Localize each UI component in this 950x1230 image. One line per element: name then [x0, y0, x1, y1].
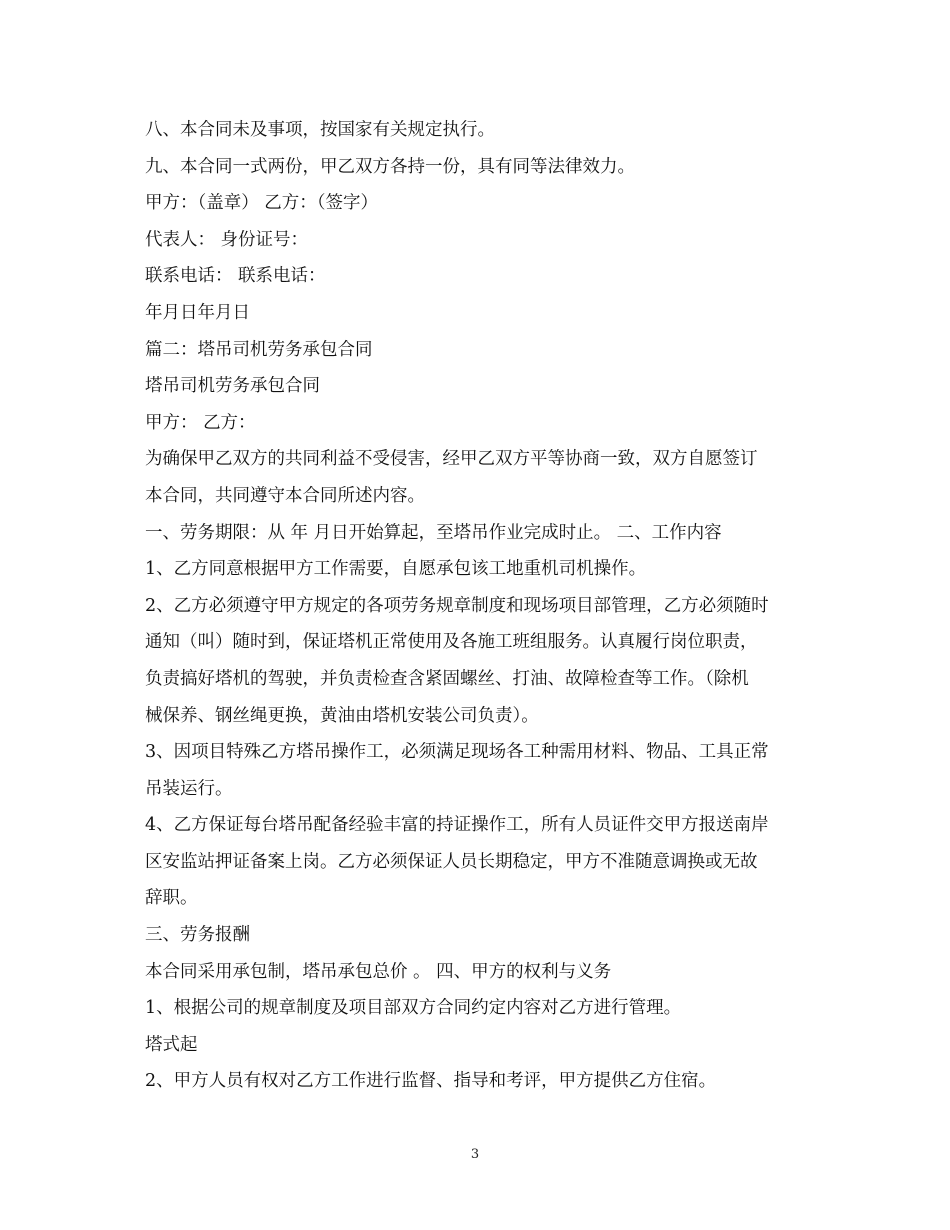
signature-parties: 甲方：（盖章） 乙方：（签字）	[145, 193, 379, 214]
representative-id: 代表人： 身份证号：	[145, 229, 309, 250]
section-heading: 篇二：塔吊司机劳务承包合同	[145, 339, 373, 360]
work-item-1: 1、乙方同意根据甲方工作需要，自愿承包该工地重机司机操作。	[145, 559, 647, 580]
work-item-4-line-3: 辞职。	[145, 888, 198, 909]
clause-8: 八、本合同未及事项，按国家有关规定执行。	[145, 120, 495, 140]
party-a-item-1: 1、根据公司的规章制度及项目部双方合同约定内容对乙方进行管理。	[145, 998, 682, 1019]
preamble-line-2: 本合同，共同遵守本合同所述内容。	[145, 485, 425, 506]
work-item-2-line-1: 2、乙方必须遵守甲方规定的各项劳务规章制度和现场项目部管理，乙方必须随时	[145, 595, 769, 616]
work-item-2-line-3: 负责搞好塔机的驾驶，并负责检查含紧固螺丝、打油、故障检查等工作。（除机	[145, 668, 749, 689]
clause-9: 九、本合同一式两份，甲乙双方各持一份，具有同等法律效力。	[145, 156, 635, 177]
remuneration-text: 本合同采用承包制，塔吊承包总价 。 四、甲方的权利与义务	[145, 961, 612, 982]
stray-text: 塔式起	[145, 1034, 198, 1055]
contact-phones: 联系电话： 联系电话：	[145, 266, 326, 287]
work-item-3-line-2: 吊装运行。	[145, 778, 233, 799]
work-item-2-line-4: 械保养、钢丝绳更换，黄油由塔机安装公司负责）。	[145, 705, 539, 726]
party-a-item-2: 2、甲方人员有权对乙方工作进行监督、指导和考评，甲方提供乙方住宿。	[145, 1071, 717, 1092]
work-item-4-line-1: 4、乙方保证每台塔吊配备经验丰富的持证操作工，所有人员证件交甲方报送南岸	[145, 815, 769, 836]
remuneration-heading: 三、劳务报酬	[145, 925, 250, 946]
document-body	[145, 112, 815, 1100]
preamble-line-1: 为确保甲乙双方的共同利益不受侵害，经甲乙双方平等协商一致，双方自愿签订	[145, 449, 758, 470]
work-item-3-line-1: 3、因项目特殊乙方塔吊操作工，必须满足现场各工种需用材料、物品、工具正常	[145, 742, 769, 763]
parties-line: 甲方： 乙方：	[145, 412, 256, 433]
contract-title: 塔吊司机劳务承包合同	[145, 376, 320, 397]
term-and-work-heading: 一、劳务期限：从 年 月日开始算起，至塔吊作业完成时止。 二、工作内容	[145, 522, 722, 543]
work-item-2-line-2: 通知（叫）随时到，保证塔机正常使用及各施工班组服务。认真履行岗位职责，	[145, 632, 758, 653]
work-item-4-line-2: 区安监站押证备案上岗。乙方必须保证人员长期稳定，甲方不准随意调换或无故	[145, 851, 758, 872]
date-line: 年月日年月日	[145, 302, 250, 323]
page-number: 3	[470, 1147, 480, 1162]
